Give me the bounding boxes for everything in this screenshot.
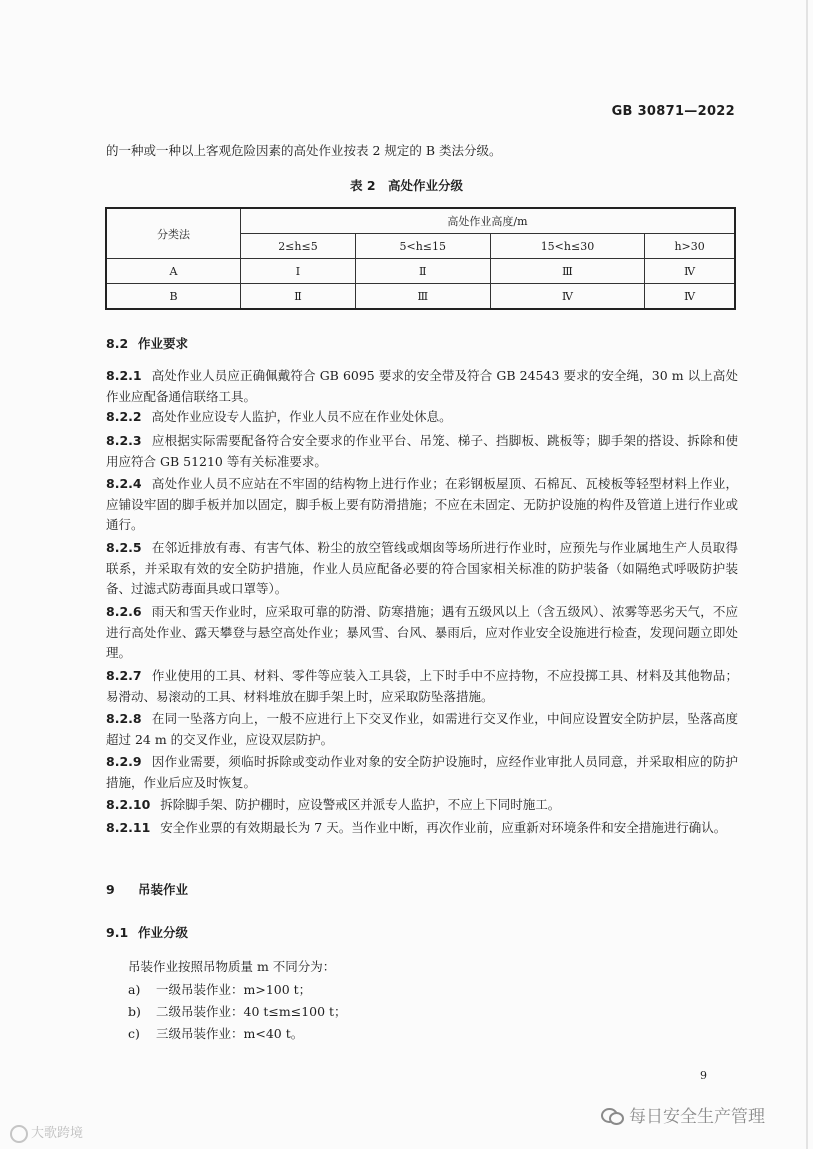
lead-text: 的一种或一种以上客观危险因素的高处作业按表 2 规定的 B 类法分级。 [106,143,502,158]
method-cell: A [106,259,241,284]
clause-item: 8.2.3 应根据实际需要配备符合安全要求的作业平台、吊笼、梯子、挡脚板、跳板等；脚手架的搭设、拆除和使用应符合 GB 51210 等有关标准要求。 [106,433,738,469]
wechat-icon [601,1106,623,1124]
section-title: 作业要求 [138,336,189,351]
height-range: 15<h≤30 [490,234,645,259]
section-number: 9.1 [106,925,129,940]
grade-cell: Ⅲ [355,284,490,310]
clause-item: 8.2.1 高处作业人员应正确佩戴符合 GB 6095 要求的安全带及符合 GB 24543 要求的安全绳，30 m 以上高处作业应配备通信联络工具。 [106,368,738,404]
clause-item: 8.2.5 在邻近排放有毒、有害气体、粉尘的放空管线或烟囱等场所进行作业时，应预先与作业属地生产人员取得联系，并采取有效的安全防护措施，作业人员应配备必要的符合国家相关标准的防护装备（如隔绝式呼吸防护装备、过滤式防毒面具或口罩等）。 [106,540,738,596]
chapter-number: 9 [106,882,115,897]
grade-cell: Ⅰ [241,259,356,284]
section-number: 8.2 [106,336,129,351]
grade-cell: Ⅳ [490,284,645,310]
list-item: a) 一级吊装作业：m>100 t； [128,982,312,997]
grade-cell: Ⅲ [490,259,645,284]
height-range: 5<h≤15 [355,234,490,259]
clause-item: 8.2.4 高处作业人员不应站在不牢固的结构物上进行作业；在彩钢板屋顶、石棉瓦、瓦棱板等轻型材料上作业，应铺设牢固的脚手板并加以固定，脚手板上要有防滑措施；不应在未固定、无防护设施的构件及管道上进行作业或通行。 [106,476,738,532]
watermark-right: 每日安全生产管理 [601,1102,765,1127]
col-header-classification: 分类法 [106,208,241,259]
list-item: b) 二级吊装作业：40 t≤m≤100 t； [128,1004,347,1019]
clause-item: 8.2.10 拆除脚手架、防护棚时，应设警戒区并派专人监护，不应上下同时施工。 [106,797,561,812]
chapter-heading [106,880,188,898]
table-row [106,259,735,284]
page-number: 9 [700,1069,707,1082]
method-cell: B [106,284,241,310]
list-intro: 吊装作业按照吊物质量 m 不同分为： [128,959,336,974]
standard-id: GB 30871—2022 [611,104,735,119]
clause-item: 8.2.9 因作业需要，须临时拆除或变动作业对象的安全防护设施时，应经作业审批人员同意，并采取相应的防护措施，作业后应及时恢复。 [106,754,738,790]
grade-cell: Ⅱ [241,284,356,310]
height-range: 2≤h≤5 [241,234,356,259]
clause-item: 8.2.2 高处作业应设专人监护，作业人员不应在作业处休息。 [106,409,452,424]
clause-item: 8.2.7 作业使用的工具、材料、零件等应装入工具袋，上下时手中不应持物，不应投掷工具、材料及其他物品；易滑动、易滚动的工具、材料堆放在脚手架上时，应采取防坠落措施。 [106,668,738,704]
grade-cell: Ⅱ [355,259,490,284]
page-edge [806,0,808,1149]
list-item: c) 三级吊装作业：m<40 t。 [128,1026,304,1041]
clause-item: 8.2.11 安全作业票的有效期最长为 7 天。当作业中断，再次作业前，应重新对环境条件和安全措施进行确认。 [106,820,727,835]
section-title: 作业分级 [138,925,189,940]
grade-cell: Ⅳ [645,259,735,284]
section-heading [106,334,188,352]
chapter-title: 吊装作业 [138,882,189,897]
clause-item: 8.2.6 雨天和雪天作业时，应采取可靠的防滑、防寒措施；遇有五级风以上（含五级风）、浓雾等恶劣天气，不应进行高处作业、露天攀登与悬空高处作业；暴风雪、台风、暴雨后，应对作业安全设施进行检查，发现问题立即处理。 [106,604,738,660]
grading-table [105,207,736,310]
grade-cell: Ⅳ [645,284,735,310]
table-title: 表 2 高处作业分级 [349,178,464,193]
clause-item: 8.2.8 在同一坠落方向上，一般不应进行上下交叉作业，如需进行交叉作业，中间应设置安全防护层，坠落高度超过 24 m 的交叉作业，应设双层防护。 [106,711,738,747]
section-heading [106,923,188,941]
watermark-logo-icon [10,1125,28,1143]
table-row [106,284,735,310]
col-header-height: 高处作业高度/m [241,208,736,234]
height-range: h>30 [645,234,735,259]
watermark-left: 大歌跨境 [10,1122,83,1143]
